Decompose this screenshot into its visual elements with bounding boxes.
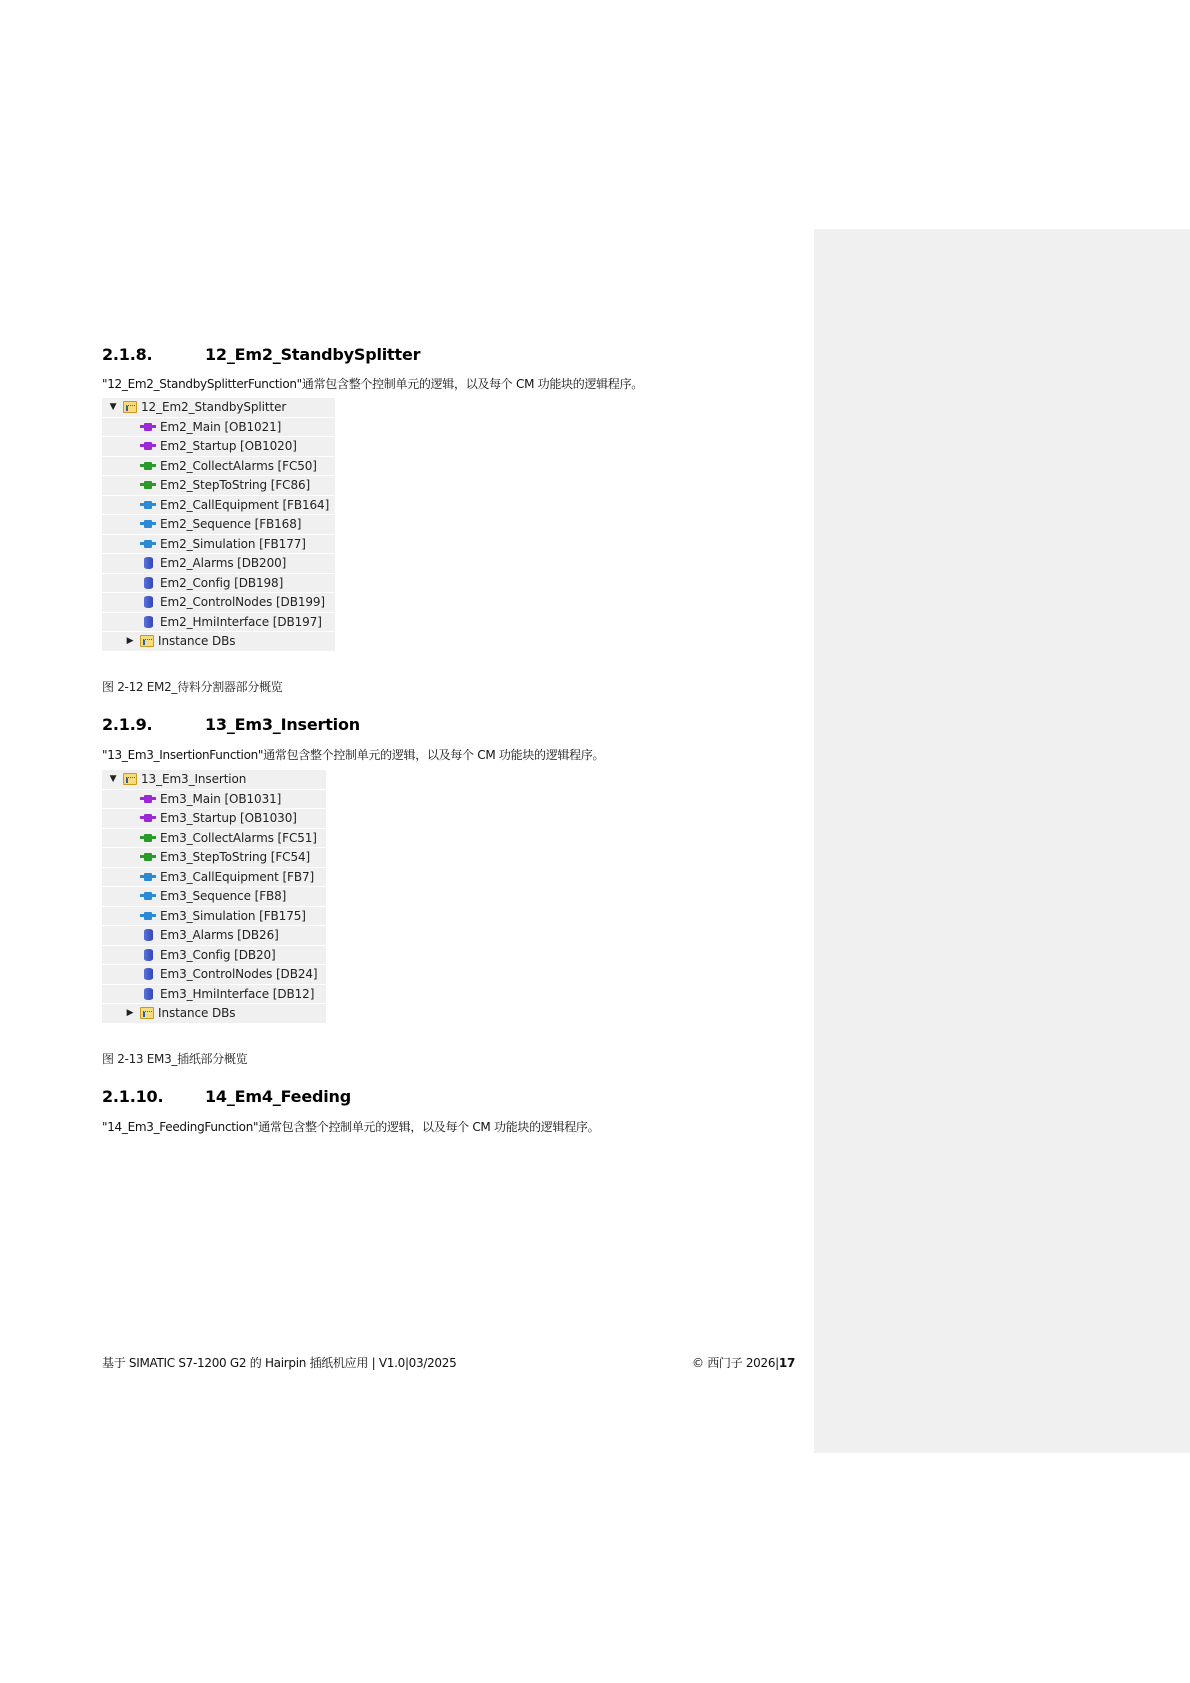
fb-block-icon xyxy=(140,498,156,512)
data-block-icon xyxy=(140,928,156,942)
tree-item-label: Em3_HmiInterface [DB12] xyxy=(160,986,315,1001)
fb-block-icon xyxy=(140,889,156,903)
section-paragraph: "12_Em2_StandbySplitterFunction"通常包含整个控制单元的逻辑，以及每个 CM 功能块的逻辑程序。 xyxy=(102,377,643,391)
section-paragraph: "13_Em3_InsertionFunction"通常包含整个控制单元的逻辑，以及每个 CM 功能块的逻辑程序。 xyxy=(102,748,605,762)
tree-item[interactable] xyxy=(102,457,335,477)
data-block-icon xyxy=(140,948,156,962)
tree-item-label: Em3_CallEquipment [FB7] xyxy=(160,869,315,884)
tree-item-label: Em3_ControlNodes [DB24] xyxy=(160,967,318,982)
fb-block-icon xyxy=(140,537,156,551)
data-block-icon xyxy=(140,595,156,609)
tree-item-label: Em3_Config [DB20] xyxy=(160,947,276,962)
tree-item[interactable] xyxy=(102,613,335,633)
expand-arrow-right-icon[interactable]: ▶ xyxy=(126,636,134,647)
tree-item-label: Em2_Alarms [DB200] xyxy=(160,556,287,571)
project-tree-em2 xyxy=(102,398,335,652)
tree-item[interactable] xyxy=(102,946,326,966)
project-tree-em3 xyxy=(102,770,326,1024)
tree-item[interactable] xyxy=(102,790,326,810)
fc-block-icon xyxy=(140,478,156,492)
section-number: 2.1.8. xyxy=(102,345,153,364)
footer-document-title: 基于 SIMATIC S7-1200 G2 的 Hairpin 插纸机应用 | V1.0|03/2025 xyxy=(102,1356,457,1370)
tree-item-label: Em2_StepToString [FC86] xyxy=(160,478,311,493)
tree-item[interactable] xyxy=(102,868,326,888)
tree-item-label: Em3_Startup [OB1030] xyxy=(160,811,297,826)
section-heading-2-1-8 xyxy=(102,345,420,364)
fc-block-icon xyxy=(140,831,156,845)
tree-item[interactable] xyxy=(102,887,326,907)
tree-item-label: Em2_Startup [OB1020] xyxy=(160,439,297,454)
tree-root-row[interactable] xyxy=(102,770,326,790)
tree-item-label: Em2_ControlNodes [DB199] xyxy=(160,595,326,610)
expand-arrow-down-icon[interactable]: ▼ xyxy=(109,774,117,785)
page-number: 17 xyxy=(778,1356,796,1370)
tree-item-label: Em2_Sequence [FB168] xyxy=(160,517,302,532)
tree-item-label: Em3_StepToString [FC54] xyxy=(160,850,311,865)
tree-item-label: Em2_CallEquipment [FB164] xyxy=(160,497,330,512)
tree-item-label: Em2_Config [DB198] xyxy=(160,575,284,590)
section-title: 13_Em3_Insertion xyxy=(205,715,360,734)
tree-item[interactable] xyxy=(102,907,326,927)
tree-item-label: Em2_HmiInterface [DB197] xyxy=(160,614,322,629)
tree-item[interactable] xyxy=(102,985,326,1005)
tree-item-label: Em2_Simulation [FB177] xyxy=(160,536,306,551)
tree-item-label: Em2_CollectAlarms [FC50] xyxy=(160,458,317,473)
tree-item-label: Em2_Main [OB1021] xyxy=(160,419,282,434)
tree-item[interactable] xyxy=(102,437,335,457)
fc-block-icon xyxy=(140,850,156,864)
footer-copyright-text: © 西门子 2026| xyxy=(692,1356,779,1370)
folder-icon xyxy=(123,773,137,785)
folder-icon xyxy=(123,401,137,413)
tree-item[interactable] xyxy=(102,418,335,438)
data-block-icon xyxy=(140,967,156,981)
fb-block-icon xyxy=(140,517,156,531)
tree-subfolder-row[interactable] xyxy=(102,1004,326,1024)
section-title: 14_Em4_Feeding xyxy=(205,1087,351,1106)
data-block-icon xyxy=(140,615,156,629)
folder-icon xyxy=(140,1007,154,1019)
ob-block-icon xyxy=(140,811,156,825)
tree-item[interactable] xyxy=(102,965,326,985)
data-block-icon xyxy=(140,556,156,570)
tree-item[interactable] xyxy=(102,535,335,555)
fb-block-icon xyxy=(140,870,156,884)
fc-block-icon xyxy=(140,459,156,473)
figure-caption: 图 2-12 EM2_待料分割器部分概览 xyxy=(102,680,283,694)
tree-item[interactable] xyxy=(102,809,326,829)
section-number: 2.1.9. xyxy=(102,715,153,734)
tree-item[interactable] xyxy=(102,848,326,868)
tree-item-label: Em3_Simulation [FB175] xyxy=(160,908,306,923)
tree-subfolder-label: Instance DBs xyxy=(158,634,236,649)
ob-block-icon xyxy=(140,420,156,434)
tree-item-label: Em3_Sequence [FB8] xyxy=(160,889,287,904)
folder-icon xyxy=(140,635,154,647)
tree-item[interactable] xyxy=(102,515,335,535)
ob-block-icon xyxy=(140,792,156,806)
tree-item[interactable] xyxy=(102,554,335,574)
tree-item[interactable] xyxy=(102,496,335,516)
section-number: 2.1.10. xyxy=(102,1087,164,1106)
tree-item[interactable] xyxy=(102,593,335,613)
tree-root-label: 12_Em2_StandbySplitter xyxy=(141,400,287,415)
tree-subfolder-label: Instance DBs xyxy=(158,1006,236,1021)
ob-block-icon xyxy=(140,439,156,453)
tree-item[interactable] xyxy=(102,574,335,594)
expand-arrow-right-icon[interactable]: ▶ xyxy=(126,1008,134,1019)
tree-item[interactable] xyxy=(102,476,335,496)
tree-root-label: 13_Em3_Insertion xyxy=(141,772,247,787)
section-title: 12_Em2_StandbySplitter xyxy=(205,345,421,364)
tree-subfolder-row[interactable] xyxy=(102,632,335,652)
figure-caption: 图 2-13 EM3_插纸部分概览 xyxy=(102,1052,248,1066)
tree-item[interactable] xyxy=(102,926,326,946)
footer-copyright xyxy=(692,1354,795,1371)
side-panel xyxy=(814,229,1190,1453)
tree-root-row[interactable] xyxy=(102,398,335,418)
section-heading-2-1-9 xyxy=(102,715,360,734)
tree-item-label: Em3_Main [OB1031] xyxy=(160,791,282,806)
data-block-icon xyxy=(140,576,156,590)
expand-arrow-down-icon[interactable]: ▼ xyxy=(109,402,117,413)
tree-item-label: Em3_Alarms [DB26] xyxy=(160,928,279,943)
section-heading-2-1-10 xyxy=(102,1087,351,1106)
tree-item[interactable] xyxy=(102,829,326,849)
data-block-icon xyxy=(140,987,156,1001)
tree-item-label: Em3_CollectAlarms [FC51] xyxy=(160,830,317,845)
fb-block-icon xyxy=(140,909,156,923)
section-paragraph: "14_Em3_FeedingFunction"通常包含整个控制单元的逻辑，以及每个 CM 功能块的逻辑程序。 xyxy=(102,1120,600,1134)
